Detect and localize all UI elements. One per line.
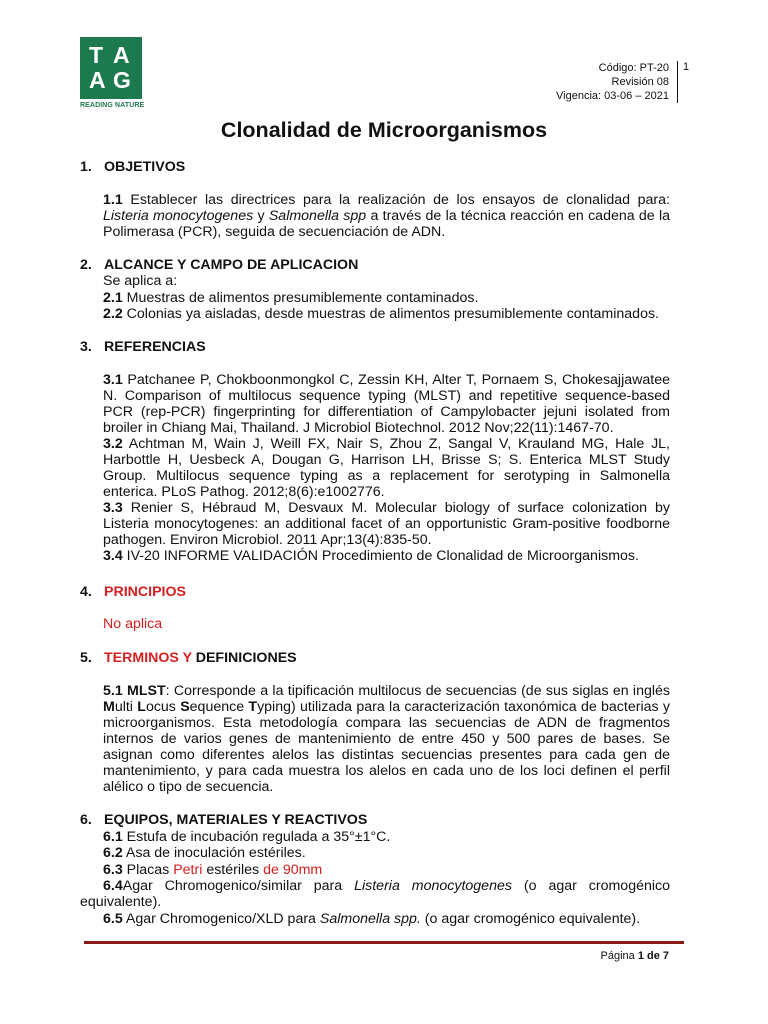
document-revision: Revisión 08 xyxy=(611,76,669,88)
paragraph-principios: No aplica xyxy=(103,616,163,632)
logo-tagline: READING NATURE xyxy=(80,102,145,109)
document-control-info xyxy=(556,61,669,103)
list-item: 6.1 Estufa de incubación regulada a 35°±1°C. xyxy=(103,829,391,845)
list-item: 6.5 Agar Chromogenico/XLD para Salmonella spp. (o agar cromogénico equivalente). xyxy=(103,911,641,927)
logo-letter: T xyxy=(89,42,104,68)
logo-letter: A xyxy=(89,67,106,93)
document-validity: Vigencia: 03-06 – 2021 xyxy=(556,90,669,102)
definition-mlst: 5.1 MLST: Corresponde a la tipificación multilocus de secuencias (de sus siglas en inglés Multi Locus Sequence Typing) utilizada para la caracterización taxonómica de bacterias y microorganismos. Esta metodología compara las secuencias de ADN de fragmentos internos de varios genes de mantenimiento de entre 450 y 500 pares de bases. Se asignan como diferentes alelos las distintas secuencias presentes para cada gen de mantenimiento, y para cada muestra los alelos en cada uno de los loci definen el perfil alélico o tipo de secuencia. xyxy=(103,683,671,795)
footer-rule xyxy=(84,941,684,944)
company-logo xyxy=(80,37,142,99)
section-heading-objetivos: 1. OBJETIVOS xyxy=(80,159,186,175)
document-code: Código: PT-20 xyxy=(598,62,669,74)
logo-letter: A xyxy=(113,42,130,68)
section-heading-definiciones: 5. TERMINOS Y DEFINICIONES xyxy=(80,650,297,666)
list-item: 6.2 Asa de inoculación estériles. xyxy=(103,845,306,861)
list-item: 2.2 Colonias ya aisladas, desde muestras de alimentos presumiblemente contaminados. xyxy=(103,306,659,322)
section-heading-principios: 4. PRINCIPIOS xyxy=(80,584,186,600)
section-heading-alcance: 2. ALCANCE Y CAMPO DE APLICACION xyxy=(80,257,359,273)
header-page-number: 1 xyxy=(683,61,690,73)
document-title: Clonalidad de Microorganismos xyxy=(220,118,548,142)
list-item: 6.3 Placas Petri estériles de 90mm xyxy=(103,862,323,878)
header-divider xyxy=(677,61,678,103)
section-heading-equipos: 6. EQUIPOS, MATERIALES Y REACTIVOS xyxy=(80,812,368,828)
list-item: 2.1 Muestras de alimentos presumiblemente contaminados. xyxy=(103,290,479,306)
logo-letter: G xyxy=(113,67,131,93)
footer-page-count: Página 1 de 7 xyxy=(600,950,669,962)
paragraph-alcance-intro: Se aplica a: xyxy=(103,273,178,289)
paragraph-objetivo: 1.1 Establecer las directrices para la realización de los ensayos de clonalidad para: Listeria monocytogenes y Salmonella spp a través de la técnica reacción en cadena de la Polimerasa (PCR), seguida de secuenciación de ADN. xyxy=(103,192,671,240)
reference-item: 3.1 Patchanee P, Chokboonmongkol C, Zessin KH, Alter T, Pornaem S, Chokesajjawatee N. Comparison of multilocus sequence typing (MLST) and repetitive sequence-based PCR (rep-PCR) fingerprinting for differentiation of Campylobacter jejuni isolated from broiler in Chiang Mai, Thailand. J Microbiol Biotechnol. 2012 Nov;22(11):1467-70. 3.2 Achtman M, Wain J, Weill FX, Nair S, Zhou Z, Sangal V, Krauland MG, Hale JL, Harbottle H, Uesbeck A, Dougan G, Harrison LH, Brisse S; S. Enterica MLST Study Group. Multilocus sequence typing as a replacement for serotyping in Salmonella enterica. PLoS Pathog. 2012;8(6):e1002776. 3.3 Renier S, Hébraud M, Desvaux M. Molecular biology of surface colonization by Listeria monocytogenes: an additional facet of an opportunistic Gram-positive foodborne pathogen. Environ Microbiol. 2011 Apr;13(4):835-50. 3.4 IV-20 INFORME VALIDACIÓN Procedimiento de Clonalidad de Microorganismos. xyxy=(103,372,670,564)
section-heading-referencias: 3. REFERENCIAS xyxy=(80,339,206,355)
list-item: 6.4Agar Chromogenico/similar para Listeria monocytogenes (o agar cromogénico equivalente). xyxy=(80,878,671,910)
